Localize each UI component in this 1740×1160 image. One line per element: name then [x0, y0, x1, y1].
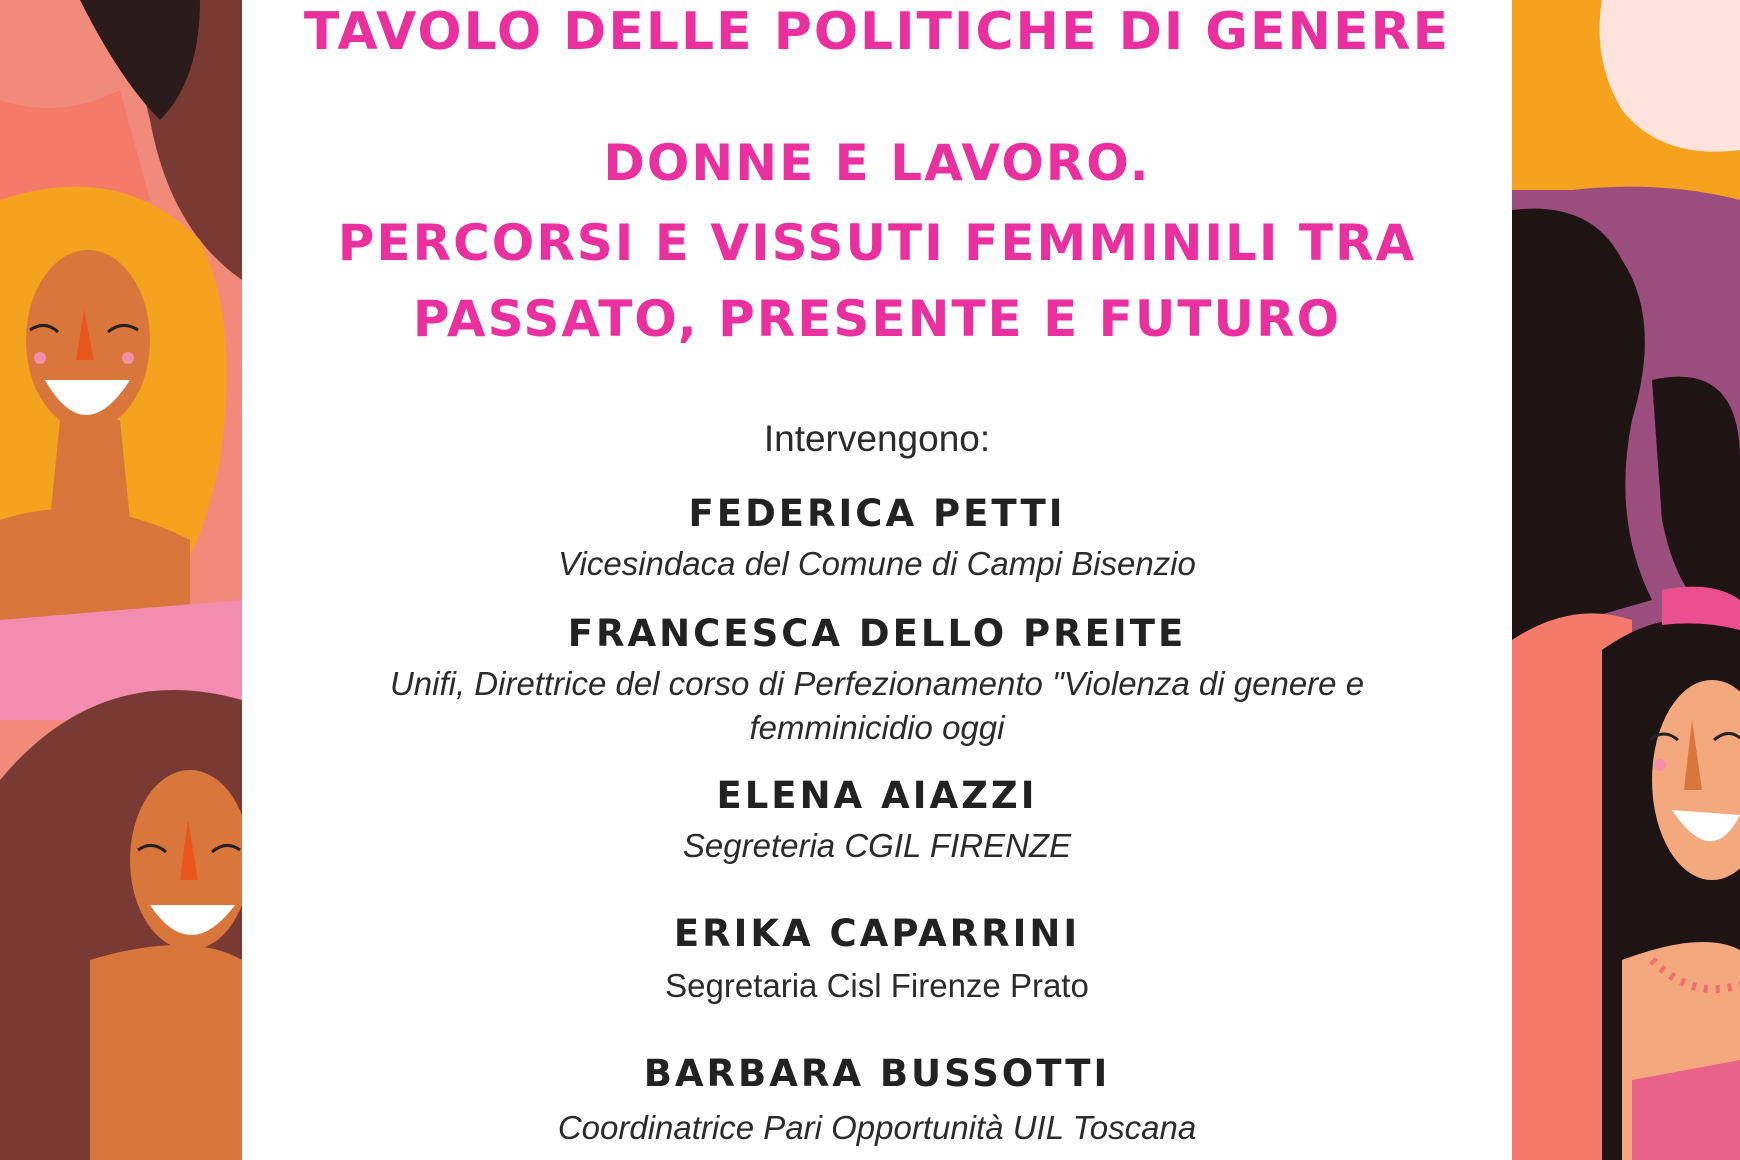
- speaker-role: Segreteria CGIL FIRENZE: [682, 827, 1072, 864]
- left-illustration: [0, 0, 242, 1160]
- speaker-role: Unifi, Direttrice del corso di Perfezionamento "Violenza di genere e femminicidio oggi: [389, 665, 1365, 746]
- speaker-name: ELENA AIAZZI: [716, 774, 1038, 817]
- event-title-line2: PERCORSI E VISSUTI FEMMINILI TRA: [337, 214, 1417, 272]
- speaker-role: Coordinatrice Pari Opportunità UIL Toscana: [557, 1109, 1197, 1146]
- speakers-label: Intervengono:: [763, 418, 991, 459]
- event-title-line3: PASSATO, PRESENTE E FUTURO: [412, 290, 1342, 348]
- event-title-line1: DONNE E LAVORO.: [603, 134, 1151, 192]
- women-illustration-right: [1512, 0, 1740, 1160]
- event-poster: [242, 0, 1512, 1160]
- header-title: TAVOLO DELLE POLITICHE DI GENERE: [303, 2, 1451, 62]
- speaker-name: FEDERICA PETTI: [688, 492, 1066, 535]
- women-illustration-left: [0, 0, 242, 1160]
- speaker-role: Segretaria Cisl Firenze Prato: [665, 967, 1089, 1004]
- speaker-role: Vicesindaca del Comune di Campi Bisenzio: [558, 545, 1196, 582]
- speaker-name: FRANCESCA DELLO PREITE: [567, 612, 1187, 655]
- speaker-name: BARBARA BUSSOTTI: [643, 1052, 1111, 1095]
- right-illustration: [1512, 0, 1740, 1160]
- speaker-name: ERIKA CAPARRINI: [673, 912, 1081, 955]
